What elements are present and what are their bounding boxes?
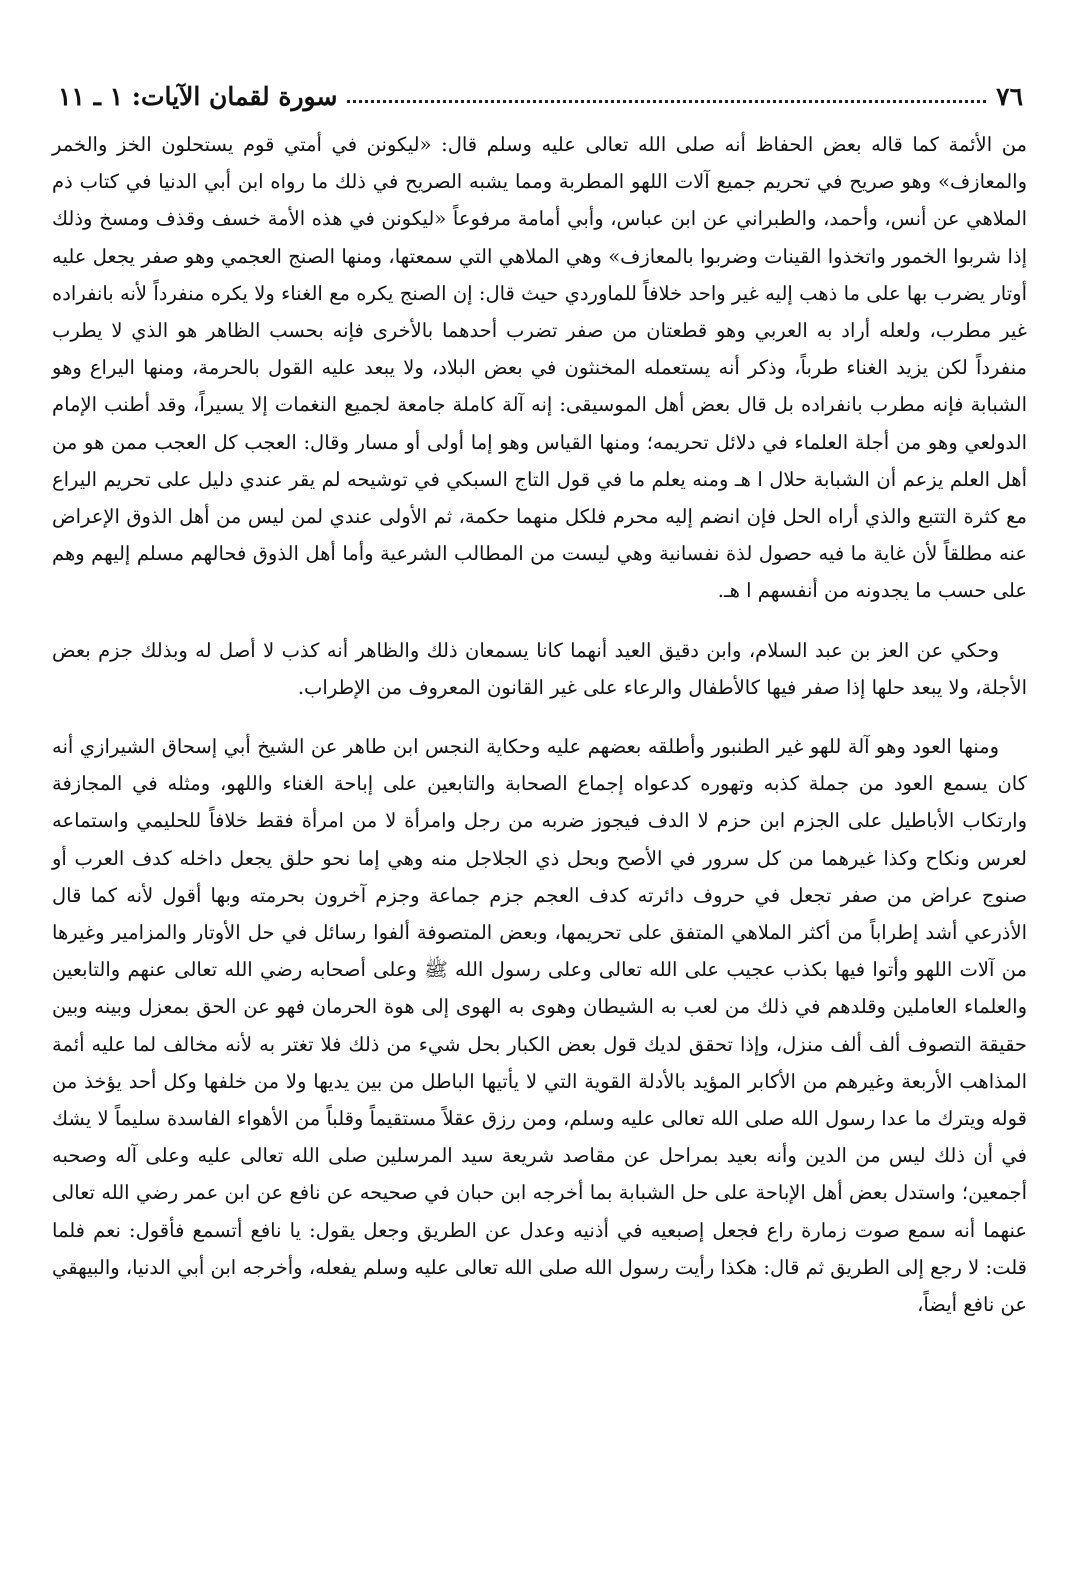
page-header xyxy=(58,78,1023,114)
body-text xyxy=(52,126,1027,1323)
paragraph-2: وحكي عن العز بن عبد السلام، وابن دقيق العيد أنهما كانا يسمعان ذلك والظاهر أنه كذب لا أصل له وبذلك جزم بعض الأجلة، ولا يبعد حلها إذا صفر فيها كالأطفال والرعاء على غير القانون المعروف من الإطراب. xyxy=(52,638,1027,699)
paragraph-1: من الأئمة كما قاله بعض الحفاظ أنه صلى الله تعالى عليه وسلم قال: «ليكونن في أمتي قوم يستحلون الخز والخمر والمعازف» وهو صريح في تحريم جميع آلات اللهو المطربة ومما يشبه الصريح في ذلك ما رواه ابن أبي الدنيا في كتاب ذم الملاهي عن أنس، وأحمد، والطبراني عن ابن عباس، وأبي أمامة مرفوعاً «ليكونن في هذه الأمة خسف وقذف ومسخ وذلك إذا شربوا الخمور واتخذوا القينات وضربوا بالمعازف» وهي الملاهي التي سمعتها، ومنها الصنج العجمي وهو صفر يجعل عليه أوتار يضرب بها على ما ذهب إليه غير واحد خلافاً للماوردي حيث قال: إن الصنج يكره مع الغناء ولا يكره منفرداً لأنه بانفراده غير مطرب، ولعله أراد به العربي وهو قطعتان من صفر تضرب أحدهما بالأخرى فإنه بحسب الظاهر هو الذي لا يطرب منفرداً لكن يزيد الغناء طرباً، وذكر أنه يستعمله المخنثون في بعض البلاد، ولا يبعد عليه القول بالحرمة، ومنها اليراع وهو الشبابة فإنه مطرب بانفراده بل قال بعض أهل الموسيقى: إنه آلة كاملة جامعة لجميع النغمات إلا يسيراً، وقد أطنب الإمام الدولعي وهو من أجلة العلماء في دلائل تحريمه؛ ومنها القياس وهو إما أولى أو مسار وقال: العجب كل العجب ممن هو من أهل العلم يزعم أن الشبابة حلال ا هـ ومنه يعلم ما في قول التاج السبكي في توشيحه لم يقر عندي دليل على تحريم اليراع مع كثرة التتبع والذي أراه الحل فإن انضم إليه محرم فلكل منهما حكمة، ثم الأولى عندي لمن ليس من أهل الذوق الإعراض عنه مطلقاً لأن غاية ما فيه حصول لذة نفسانية وهي ليست من المطالب الشرعية وأما أهل الذوق فحالهم مسلم إليهم وهم على حسب ما يجدونه من أنفسهم ا هـ. xyxy=(52,133,1027,603)
leader-dots xyxy=(347,98,986,103)
running-title: سورة لقمان الآيات: ١ ـ ١١ xyxy=(58,81,338,111)
page-number: ٧٦ xyxy=(996,81,1023,111)
paragraph-3: ومنها العود وهو آلة للهو غير الطنبور وأطلقه بعضهم عليه وحكاية النجس ابن طاهر عن الشيخ أبي إسحاق الشيرازي أنه كان يسمع العود من جملة كذبه وتهوره كدعواه إجماع الصحابة والتابعين على إباحة الغناء واللهو، ومثله في المجازفة وارتكاب الأباطيل على الجزم ابن حزم لا الدف فيجوز ضربه من رجل وامرأة لا من امرأة فقط خلافاً للحليمي واستماعه لعرس ونكاح وكذا غيرهما من كل سرور في الأصح وبحل ذي الجلاجل منه وهي إما نحو حلق يجعل داخله كدف العرب أو صنوج عراض من صفر تجعل في حروف دائرته كدف العجم جزم جماعة وجزم آخرون بحرمته وبها أقول لأنه كما قال الأذرعي أشد إطراباً من أكثر الملاهي المتفق على تحريمها، وبعض المتصوفة ألفوا رسائل في حل الأوتار والمزامير وغيرها من آلات اللهو وأتوا فيها بكذب عجيب على الله تعالى وعلى رسول الله ﷺ وعلى أصحابه رضي الله تعالى عنهم والتابعين والعلماء العاملين وقلدهم في ذلك من لعب به الشيطان وهوى به الهوى إلى هوة الحرمان فهو عن الحق بمعزل وبينه وبين حقيقة التصوف ألف ألف منزل، وإذا تحقق لديك قول بعض الكبار بحل شيء من ذلك فلا تغتر به لأنه مخالف لما عليه أئمة المذاهب الأربعة وغيرهم من الأكابر المؤيد بالأدلة القوية التي لا يأتيها الباطل من بين يديها ولا من خلفها وكل أحد يؤخذ من قوله ويترك ما عدا رسول الله صلى الله تعالى عليه وسلم، ومن رزق عقلاً مستقيماً وقلباً من الأهواء الفاسدة سليماً لا يشك في أن ذلك ليس من الدين وأنه بعيد بمراحل عن مقاصد شريعة سيد المرسلين صلى الله تعالى عليه وعلى آله وصحبه أجمعين؛ واستدل بعض أهل الإباحة على حل الشبابة بما أخرجه ابن حبان في صحيحه عن نافع عن ابن عمر رضي الله تعالى عنهما أنه سمع صوت زمارة راع فجعل إصبعيه في أذنيه وعدل عن الطريق وجعل يقول: يا نافع أتسمع فأقول: نعم فلما قلت: لا رجع إلى الطريق ثم قال: هكذا رأيت رسول الله صلى الله تعالى عليه وسلم يفعله، وأخرجه ابن أبي الدنيا، والبيهقي عن نافع أيضاً، xyxy=(52,735,1028,1317)
